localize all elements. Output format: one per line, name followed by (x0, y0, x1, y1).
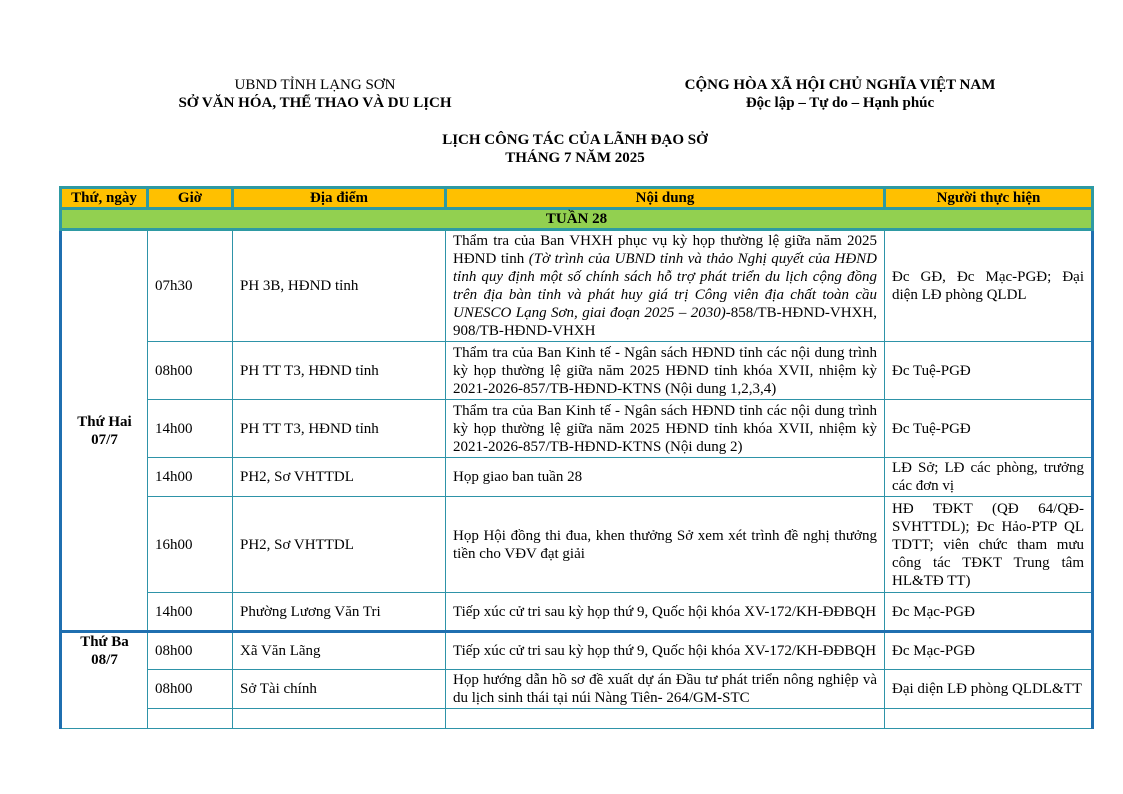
day-date: 08/7 (91, 652, 118, 668)
person-cell: Đc Tuệ-PGĐ (885, 342, 1093, 400)
col-header-place: Địa điểm (233, 188, 446, 209)
time-cell-empty (148, 709, 233, 729)
title-line1: LỊCH CÔNG TÁC CỦA LÃNH ĐẠO SỞ (442, 132, 708, 148)
person-cell: Đại diện LĐ phòng QLDL&TT (885, 670, 1093, 709)
time-cell: 14h00 (148, 593, 233, 632)
table-row (61, 593, 1093, 632)
table-row-empty (61, 709, 1093, 729)
title-line2: THÁNG 7 NĂM 2025 (505, 150, 645, 166)
person-cell-empty (885, 709, 1093, 729)
table-row (61, 458, 1093, 497)
national-motto-block (640, 76, 1040, 112)
time-cell: 08h00 (148, 342, 233, 400)
content-cell: Họp giao ban tuần 28 (446, 458, 885, 497)
table-row (61, 230, 1093, 342)
week-label: TUẦN 28 (61, 209, 1093, 230)
time-cell: 08h00 (148, 632, 233, 670)
person-cell: Đc Mạc-PGĐ (885, 593, 1093, 632)
content-text: Thẩm tra của Ban VHXH phục vụ kỳ họp thường lệ giữa năm 2025 HĐND tỉnh (453, 233, 877, 267)
time-cell: 08h00 (148, 670, 233, 709)
time-cell: 14h00 (148, 400, 233, 458)
day-name: Thứ Ba (80, 634, 129, 650)
place-cell: Xã Văn Lãng (233, 632, 446, 670)
table-header-row (61, 188, 1093, 209)
content-cell: Họp hướng dẫn hồ sơ đề xuất dự án Đầu tư phát triển nông nghiệp và du lịch sinh thái tại núi Nàng Tiên- 264/GM-STC (446, 670, 885, 709)
content-cell: Tiếp xúc cử tri sau kỳ họp thứ 9, Quốc hội khóa XV-172/KH-ĐĐBQH (446, 632, 885, 670)
time-cell: 14h00 (148, 458, 233, 497)
table-row (61, 632, 1093, 670)
national-name: CỘNG HÒA XÃ HỘI CHỦ NGHĨA VIỆT NAM (684, 77, 996, 93)
col-header-person: Người thực hiện (885, 188, 1093, 209)
content-reference: -858/TB-HĐND-VHXH, 908/TB-HĐND-VHXH (453, 305, 877, 339)
place-cell: PH TT T3, HĐND tỉnh (233, 342, 446, 400)
issuer-department: SỞ VĂN HÓA, THỂ THAO VÀ DU LỊCH (178, 95, 452, 111)
content-cell: Tiếp xúc cử tri sau kỳ họp thứ 9, Quốc hội khóa XV-172/KH-ĐĐBQH (446, 593, 885, 632)
day-cell (61, 632, 148, 729)
col-header-day: Thứ, ngày (61, 188, 148, 209)
day-date: 07/7 (91, 431, 118, 448)
content-cell: Thẩm tra của Ban Kinh tế - Ngân sách HĐND tỉnh các nội dung trình kỳ họp thường lệ giữa năm 2025 HĐND tỉnh khóa XVII, nhiệm kỳ 2021-2026-857/TB-HĐND-KTNS (Nội dung 2) (446, 400, 885, 458)
content-cell: Thẩm tra của Ban Kinh tế - Ngân sách HĐND tỉnh các nội dung trình kỳ họp thường lệ giữa năm 2025 HĐND tỉnh khóa XVII, nhiệm kỳ 2021-2026-857/TB-HĐND-KTNS (Nội dung 1,2,3,4) (446, 342, 885, 400)
place-cell: PH2, Sơ VHTTDL (233, 458, 446, 497)
day-name: Thứ Hai (77, 413, 132, 430)
person-cell: LĐ Sở; LĐ các phòng, trưởng các đơn vị (885, 458, 1093, 497)
issuer-province: UBND TỈNH LẠNG SƠN (234, 77, 396, 93)
content-cell: Họp Hội đồng thi đua, khen thưởng Sở xem xét trình đề nghị thưởng tiền cho VĐV đạt giải (446, 497, 885, 593)
place-cell: PH 3B, HĐND tỉnh (233, 230, 446, 342)
table-row (61, 497, 1093, 593)
person-cell: Đc Mạc-PGĐ (885, 632, 1093, 670)
national-motto: Độc lập – Tự do – Hạnh phúc (745, 95, 935, 111)
col-header-time: Giờ (148, 188, 233, 209)
table-row (61, 670, 1093, 709)
place-cell: PH2, Sơ VHTTDL (233, 497, 446, 593)
person-cell: Đc Tuệ-PGĐ (885, 400, 1093, 458)
schedule-table (59, 186, 1094, 729)
table-row (61, 342, 1093, 400)
col-header-content: Nội dung (446, 188, 885, 209)
place-cell-empty (233, 709, 446, 729)
time-cell: 16h00 (148, 497, 233, 593)
table-row (61, 400, 1093, 458)
content-italic-text: (Tờ trình của UBND tỉnh và thảo Nghị quyết của HĐND tỉnh quy định một số chính sách hỗ trợ phát triển du lịch cộng đồng trên địa bàn tỉnh và phát huy giá trị Công viên địa chất toàn cầu UNESCO Lạng Sơn, giai đoạn 2025 – 2030) (453, 251, 878, 321)
place-cell: Phường Lương Văn Tri (233, 593, 446, 632)
person-cell: HĐ TĐKT (QĐ 64/QĐ-SVHTTDL); Đc Hảo-PTP QL TDTT; viên chức tham mưu công tác TĐKT Trung tâm HL&TĐ TT) (885, 497, 1093, 593)
day-cell (61, 230, 148, 632)
week-row (61, 209, 1093, 230)
place-cell: PH TT T3, HĐND tỉnh (233, 400, 446, 458)
person-cell: Đc GĐ, Đc Mạc-PGĐ; Đại diện LĐ phòng QLDL (885, 230, 1093, 342)
issuer-block (130, 76, 500, 112)
place-cell: Sở Tài chính (233, 670, 446, 709)
document-title (0, 131, 1123, 167)
content-cell-empty (446, 709, 885, 729)
time-cell: 07h30 (148, 230, 233, 342)
content-cell (446, 230, 885, 342)
